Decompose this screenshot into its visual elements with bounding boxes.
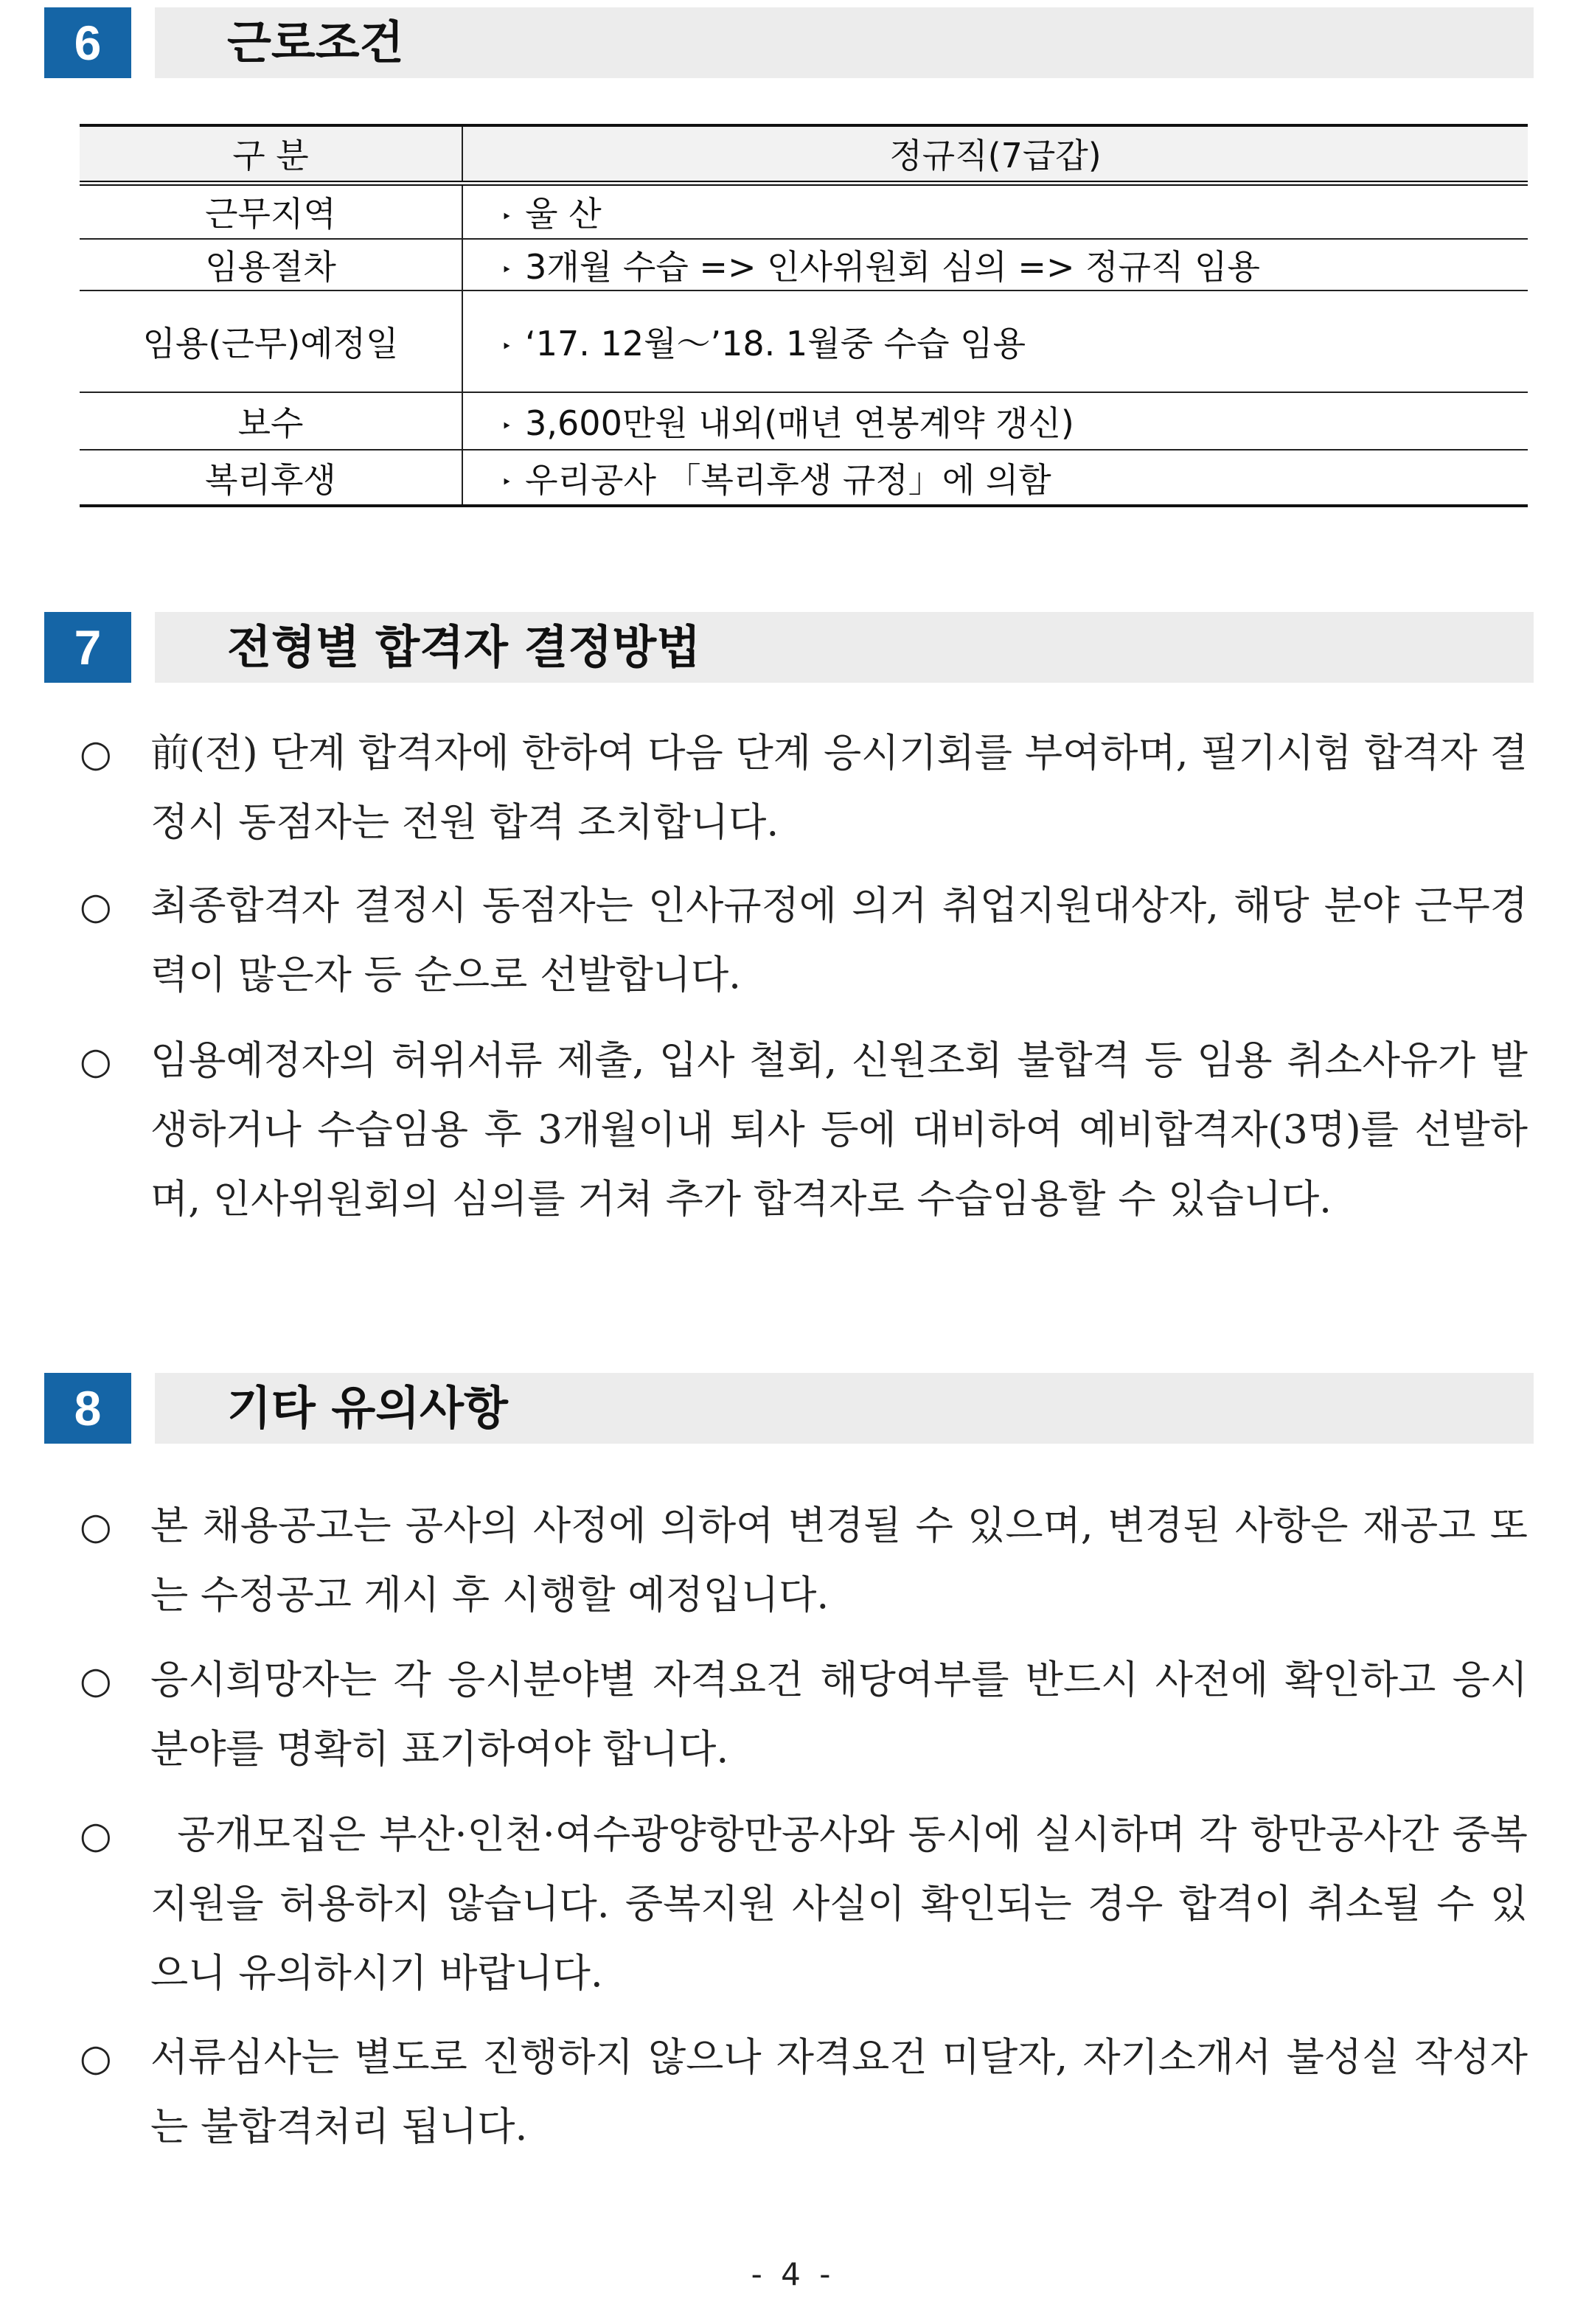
row-value: 울 산	[525, 194, 602, 234]
row-value-cell	[462, 239, 1528, 290]
bullet-text: 응시희망자는 각 응시분야별 자격요건 해당여부를 반드시 사전에 확인하고 응시분야를 명확히 표기하여야 합니다.	[150, 1657, 1528, 1772]
bullet-text: 공개모집은 부산·인천·여수광양항만공사와 동시에 실시하며 각 항만공사간 중복지원을 허용하지 않습니다. 중복지원 사실이 확인되는 경우 합격이 취소될 수 있으니 유의하시기 바랍니다.	[150, 1812, 1528, 1996]
row-value-cell	[462, 392, 1528, 450]
circle-bullet-icon: ○	[80, 1505, 112, 1548]
section-6-header	[44, 7, 1534, 78]
section-7-header	[44, 612, 1534, 683]
section-8-header	[44, 1373, 1534, 1444]
triangle-bullet-icon: ‣	[501, 335, 512, 357]
row-value: 3,600만원 내외(매년 연봉계약 갱신)	[525, 403, 1074, 443]
section-title: 근로조건	[227, 15, 404, 69]
section-number: 7	[44, 612, 131, 683]
circle-bullet-icon: ○	[80, 1040, 112, 1082]
section-title-bar	[155, 612, 1534, 683]
section-title-bar	[155, 7, 1534, 78]
list-item	[80, 1801, 1528, 2008]
row-label: 임용(근무)예정일	[80, 290, 462, 392]
table-header-row	[80, 125, 1528, 183]
row-value-cell	[462, 450, 1528, 506]
triangle-bullet-icon: ‣	[501, 472, 512, 493]
bullet-text: 前(전) 단계 합격자에 한하여 다음 단계 응시기회를 부여하며, 필기시험 합격자 결정시 동점자는 전원 합격 조치합니다.	[150, 731, 1528, 845]
row-value-cell	[462, 290, 1528, 392]
section-title: 기타 유의사항	[227, 1381, 508, 1435]
row-label: 보수	[80, 392, 462, 450]
table-row	[80, 290, 1528, 392]
section-title-bar	[155, 1373, 1534, 1444]
table-row	[80, 239, 1528, 290]
row-label: 복리후생	[80, 450, 462, 506]
page-number: - 4 -	[751, 2256, 835, 2292]
circle-bullet-icon: ○	[80, 885, 112, 928]
table-row	[80, 450, 1528, 506]
section-number: 6	[44, 7, 131, 78]
list-item	[80, 1026, 1528, 1234]
section-title: 전형별 합격자 결정방법	[227, 620, 701, 674]
circle-bullet-icon: ○	[80, 1659, 112, 1702]
table-row	[80, 183, 1528, 239]
bullet-text: 최종합격자 결정시 동점자는 인사규정에 의거 취업지원대상자, 해당 분야 근무경력이 많은자 등 순으로 선발합니다.	[150, 883, 1528, 998]
row-value: 3개월 수습 => 인사위원회 심의 => 정규직 임용	[525, 247, 1260, 287]
row-label: 근무지역	[80, 183, 462, 239]
list-item	[80, 872, 1528, 1010]
bullet-text: 임용예정자의 허위서류 제출, 입사 철회, 신원조회 불합격 등 임용 취소사유가 발생하거나 수습임용 후 3개월이내 퇴사 등에 대비하여 예비합격자(3명)를 선발하며, 인사위원회의 심의를 거쳐 추가 합격자로 수습임용할 수 있습니다.	[150, 1038, 1528, 1222]
row-value-cell	[462, 183, 1528, 239]
list-item	[80, 2023, 1528, 2162]
list-item	[80, 1646, 1528, 1784]
circle-bullet-icon: ○	[80, 1814, 112, 1857]
circle-bullet-icon: ○	[80, 732, 112, 775]
triangle-bullet-icon: ‣	[501, 259, 512, 280]
list-item	[80, 1492, 1528, 1630]
triangle-bullet-icon: ‣	[501, 206, 512, 227]
triangle-bullet-icon: ‣	[501, 415, 512, 436]
bullet-text: 본 채용공고는 공사의 사정에 의하여 변경될 수 있으며, 변경된 사항은 재공고 또는 수정공고 게시 후 시행할 예정입니다.	[150, 1503, 1528, 1618]
bullet-text: 서류심사는 별도로 진행하지 않으나 자격요건 미달자, 자기소개서 불성실 작성자는 불합격처리 됩니다.	[150, 2035, 1528, 2149]
table-header-position: 정규직(7급갑)	[462, 125, 1528, 183]
row-label: 임용절차	[80, 239, 462, 290]
table-header-category: 구 분	[80, 125, 462, 183]
table-row	[80, 392, 1528, 450]
circle-bullet-icon: ○	[80, 2036, 112, 2079]
row-value: 우리공사 「복리후생 규정」에 의함	[525, 459, 1051, 500]
working-conditions-table	[80, 124, 1528, 507]
section-number: 8	[44, 1373, 131, 1444]
list-item	[80, 719, 1528, 857]
row-value: ‘17. 12월～’18. 1월중 수습 임용	[525, 324, 1026, 363]
